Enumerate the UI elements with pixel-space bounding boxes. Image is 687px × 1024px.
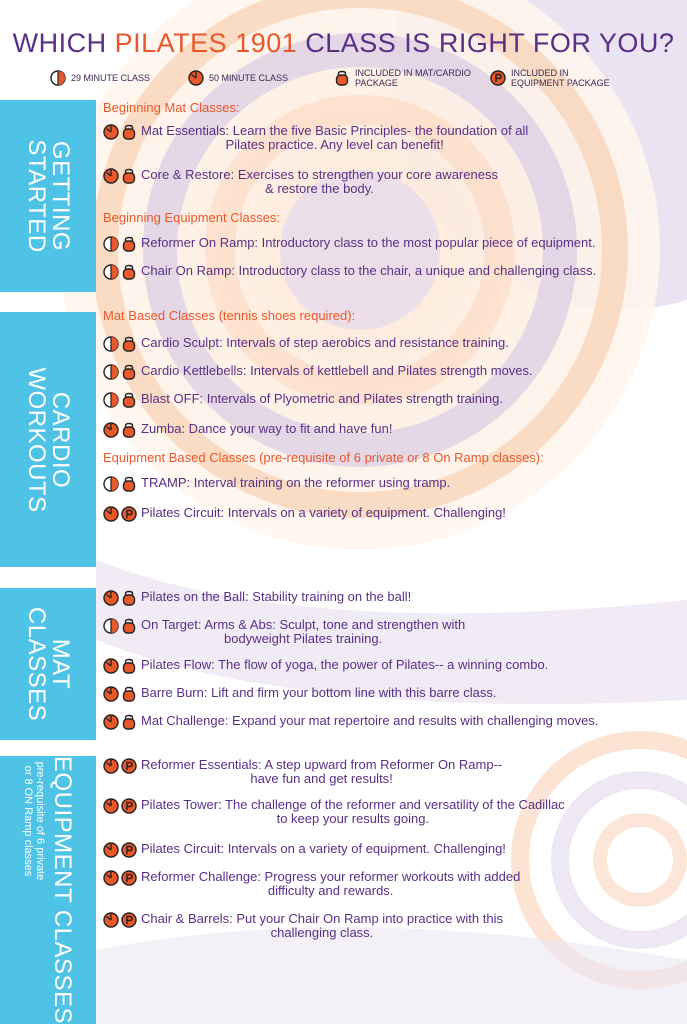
full-clock-icon xyxy=(103,590,119,606)
class-item xyxy=(103,658,548,674)
legend-text: 29 MINUTE CLASS xyxy=(71,73,151,83)
class-description-line2: & restore the body. xyxy=(265,181,374,196)
class-description-line1: Reformer Challenge: Progress your reformer workouts with added xyxy=(141,869,521,884)
class-icons xyxy=(103,336,141,352)
class-item xyxy=(103,476,450,492)
full-clock-icon xyxy=(103,506,119,522)
full-clock-icon xyxy=(103,912,119,928)
class-item xyxy=(103,912,503,940)
sidebar-cardio-workouts xyxy=(0,312,96,567)
class-description xyxy=(141,336,509,350)
class-description xyxy=(141,658,548,672)
class-item xyxy=(103,236,596,252)
full-clock-icon xyxy=(188,70,204,86)
class-description xyxy=(141,798,565,826)
class-description xyxy=(141,168,498,196)
class-icons xyxy=(103,506,141,522)
group-heading: Equipment Based Classes (pre-requisite of 6 private or 8 On Ramp classes): xyxy=(103,450,544,465)
class-icons xyxy=(103,264,141,280)
class-description-line1: Pilates Tower: The challenge of the reformer and versatility of the Cadillac xyxy=(141,797,565,812)
kettlebell-icon xyxy=(121,124,137,140)
half-clock-icon xyxy=(103,336,119,352)
class-icons xyxy=(103,618,141,634)
sidebar-mat-classes xyxy=(0,588,96,740)
class-item xyxy=(103,124,528,152)
sidebar-label-line: GETTING xyxy=(47,140,74,252)
class-icons xyxy=(103,392,141,408)
sidebar-label-line: CLASSES xyxy=(23,606,50,722)
class-description-line2: have fun and get results! xyxy=(250,771,393,786)
kettlebell-icon xyxy=(121,264,137,280)
class-description xyxy=(141,618,465,646)
class-icons xyxy=(103,124,141,140)
class-item xyxy=(103,798,565,826)
full-clock-icon xyxy=(103,714,119,730)
class-description-line1: Pilates on the Ball: Stability training on the ball! xyxy=(141,589,412,604)
half-clock-icon xyxy=(103,364,119,380)
class-description-line2: Pilates practice. Any level can benefit! xyxy=(225,137,444,152)
class-item xyxy=(103,590,411,606)
full-clock-icon xyxy=(103,870,119,886)
class-description xyxy=(141,124,528,152)
class-icons xyxy=(103,912,141,928)
full-clock-icon xyxy=(103,422,119,438)
half-clock-icon xyxy=(103,392,119,408)
group-heading: Beginning Mat Classes: xyxy=(103,100,240,115)
equipment-p-icon xyxy=(490,70,506,86)
class-item xyxy=(103,714,598,730)
class-description-line1: Pilates Flow: The flow of yoga, the power of Pilates-- a winning combo. xyxy=(141,657,549,672)
class-description-line1: Cardio Kettlebells: Intervals of kettlebell and Pilates strength moves. xyxy=(141,363,533,378)
title-accent: PILATES 1901 xyxy=(114,28,298,58)
class-description xyxy=(141,870,520,898)
class-description-line2: to keep your results going. xyxy=(276,811,430,826)
title-suffix: CLASS IS RIGHT FOR YOU? xyxy=(305,28,675,58)
sidebar-label xyxy=(24,367,72,512)
class-description-line1: Barre Burn: Lift and firm your bottom line with this barre class. xyxy=(141,685,497,700)
title-prefix: WHICH xyxy=(12,28,107,58)
equipment-p-icon xyxy=(121,758,137,774)
class-description-line1: Blast OFF: Intervals of Plyometric and Pilates strength training. xyxy=(141,391,503,406)
half-clock-icon xyxy=(103,476,119,492)
class-description xyxy=(141,758,502,786)
sidebar-label-line: MAT xyxy=(47,638,74,690)
class-icons xyxy=(103,842,141,858)
class-icons xyxy=(103,236,141,252)
class-icons xyxy=(103,590,141,606)
class-icons xyxy=(103,168,141,184)
class-icons xyxy=(103,758,141,774)
class-description-line1: Pilates Circuit: Intervals on a variety of equipment. Challenging! xyxy=(141,841,506,856)
full-clock-icon xyxy=(103,842,119,858)
legend-item-50-minute xyxy=(188,64,288,92)
class-item xyxy=(103,870,520,898)
kettlebell-icon xyxy=(121,618,137,634)
page-title xyxy=(0,28,687,59)
half-clock-icon xyxy=(103,264,119,280)
class-description xyxy=(141,912,503,940)
group-heading: Mat Based Classes (tennis shoes required): xyxy=(103,308,356,323)
class-item xyxy=(103,422,392,438)
full-clock-icon xyxy=(103,658,119,674)
kettlebell-icon xyxy=(121,590,137,606)
class-description-line1: Core & Restore: Exercises to strengthen your core awareness xyxy=(141,167,498,182)
class-description-line1: On Target: Arms & Abs: Sculpt, tone and strengthen with xyxy=(141,617,466,632)
kettlebell-icon xyxy=(334,70,350,86)
half-clock-icon xyxy=(103,618,119,634)
class-icons xyxy=(103,870,141,886)
full-clock-icon xyxy=(103,798,119,814)
class-item xyxy=(103,168,498,196)
class-item xyxy=(103,364,533,380)
class-description xyxy=(141,590,411,604)
class-description xyxy=(141,264,596,278)
class-icons xyxy=(103,714,141,730)
class-description-line1: Mat Challenge: Expand your mat repertoire and results with challenging moves. xyxy=(141,713,599,728)
class-description-line1: TRAMP: Interval training on the reformer using tramp. xyxy=(141,475,451,490)
class-item xyxy=(103,686,496,702)
sidebar-label-line: WORKOUTS xyxy=(23,366,50,513)
full-clock-icon xyxy=(103,124,119,140)
kettlebell-icon xyxy=(121,422,137,438)
equipment-p-icon xyxy=(121,506,137,522)
class-description-line1: Reformer On Ramp: Introductory class to the most popular piece of equipment. xyxy=(141,235,596,250)
sidebar-label xyxy=(24,139,72,252)
legend-text: INCLUDED IN EQUIPMENT PACKAGE xyxy=(511,68,610,88)
legend-text: 50 MINUTE CLASS xyxy=(209,73,289,83)
class-icons xyxy=(103,422,141,438)
class-description-line1: Mat Essentials: Learn the five Basic Principles- the foundation of all xyxy=(141,123,529,138)
group-heading: Beginning Equipment Classes: xyxy=(103,210,281,225)
equipment-p-icon xyxy=(121,870,137,886)
sidebar-equipment-classes xyxy=(0,756,96,1024)
class-description-line2: bodyweight Pilates training. xyxy=(223,631,383,646)
equipment-p-icon xyxy=(121,798,137,814)
legend xyxy=(50,64,680,92)
class-description-line1: Chair & Barrels: Put your Chair On Ramp into practice with this xyxy=(141,911,503,926)
equipment-p-icon xyxy=(121,912,137,928)
class-description xyxy=(141,236,596,250)
class-icons xyxy=(103,798,141,814)
kettlebell-icon xyxy=(121,336,137,352)
sidebar-getting-started xyxy=(0,100,96,292)
equipment-p-icon xyxy=(121,842,137,858)
class-description-line1: Reformer Essentials: A step upward from Reformer On Ramp-- xyxy=(141,757,503,772)
class-description-line1: Zumba: Dance your way to fit and have fun! xyxy=(141,421,393,436)
class-description xyxy=(141,506,506,520)
sidebar-label xyxy=(22,756,74,1024)
full-clock-icon xyxy=(103,686,119,702)
class-icons xyxy=(103,364,141,380)
legend-item-equipment xyxy=(490,64,621,92)
class-description-line1: Pilates Circuit: Intervals on a variety of equipment. Challenging! xyxy=(141,505,506,520)
kettlebell-icon xyxy=(121,392,137,408)
sidebar-label xyxy=(24,607,72,721)
legend-item-mat-cardio xyxy=(334,64,475,92)
kettlebell-icon xyxy=(121,168,137,184)
class-description xyxy=(141,842,506,856)
class-item xyxy=(103,392,503,408)
class-item xyxy=(103,758,502,786)
class-description-line2: difficulty and rewards. xyxy=(267,883,394,898)
class-item xyxy=(103,264,596,280)
class-icons xyxy=(103,476,141,492)
class-description xyxy=(141,364,533,378)
legend-text: INCLUDED IN MAT/CARDIO PACKAGE xyxy=(355,68,471,88)
class-description xyxy=(141,476,450,490)
sidebar-sublabel: pre-requisite of 6 private or 8 ON Ramp classes xyxy=(22,761,46,881)
kettlebell-icon xyxy=(121,658,137,674)
sidebar-label-line: STARTED xyxy=(23,139,50,253)
sidebar-label-line: CARDIO xyxy=(47,391,74,488)
kettlebell-icon xyxy=(121,236,137,252)
sidebar-label-line: EQUIPMENT CLASSES xyxy=(49,756,76,1024)
half-clock-icon xyxy=(50,70,66,86)
kettlebell-icon xyxy=(121,686,137,702)
legend-item-29-minute xyxy=(50,64,150,92)
class-icons xyxy=(103,658,141,674)
full-clock-icon xyxy=(103,168,119,184)
class-icons xyxy=(103,686,141,702)
class-description-line1: Chair On Ramp: Introductory class to the chair, a unique and challenging class. xyxy=(141,263,597,278)
class-description-line1: Cardio Sculpt: Intervals of step aerobics and resistance training. xyxy=(141,335,509,350)
kettlebell-icon xyxy=(121,476,137,492)
full-clock-icon xyxy=(103,758,119,774)
kettlebell-icon xyxy=(121,364,137,380)
class-description-line2: challenging class. xyxy=(270,925,374,940)
class-item xyxy=(103,618,465,646)
half-clock-icon xyxy=(103,236,119,252)
class-item xyxy=(103,336,509,352)
class-description xyxy=(141,392,503,406)
class-item xyxy=(103,842,506,858)
class-description xyxy=(141,714,598,728)
class-description xyxy=(141,422,392,436)
kettlebell-icon xyxy=(121,714,137,730)
class-description xyxy=(141,686,496,700)
class-item xyxy=(103,506,506,522)
